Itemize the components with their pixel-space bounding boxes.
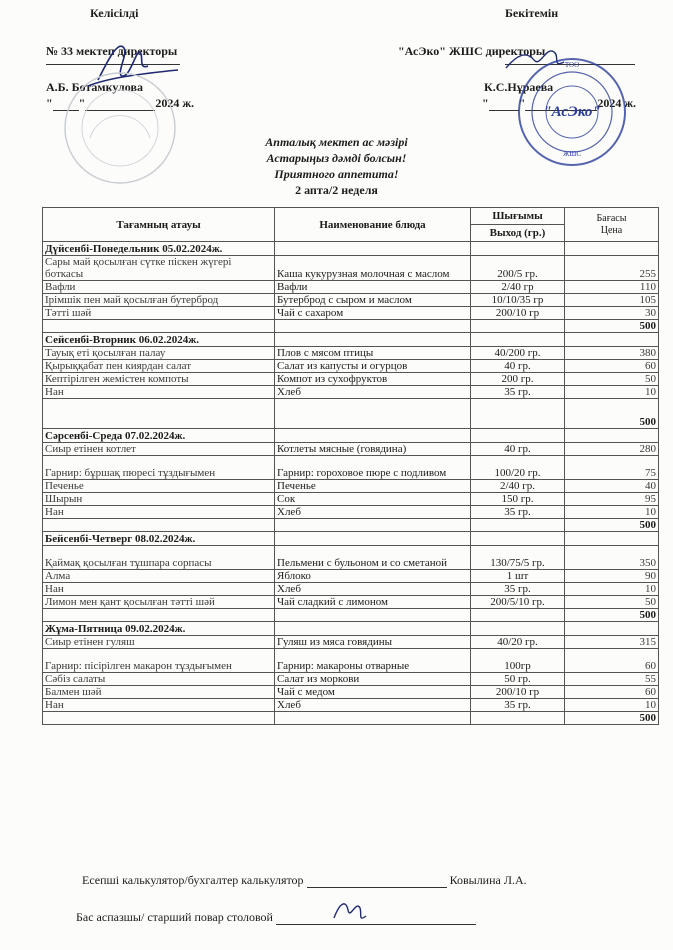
day-title: Сейсенбі-Вторник 06.02.2024ж. [43,333,275,347]
table-row [43,347,659,360]
dish-output: 40/20 гр. [471,636,565,649]
stamp-bottom-text: ЖШС [562,150,581,158]
day-total: 500 [565,320,659,333]
total-empty-cell [275,399,471,429]
dish-price: 105 [565,294,659,307]
day-empty-cell [275,429,471,443]
dish-output: 40/200 гр. [471,347,565,360]
dish-name-ru: Сок [275,493,471,506]
total-empty-cell [471,712,565,725]
menu-title-kz: Апталық мектеп ас мәзірі [265,135,408,149]
dish-name-ru: Чай с медом [275,686,471,699]
dish-name-ru: Яблоко [275,570,471,583]
dish-name-kz: Ірімшік пен май қосылған бутерброд [43,294,275,307]
dish-output: 10/10/35 гр [471,294,565,307]
stamp-company-name: "АсЭко" [543,104,601,120]
day-empty-cell [275,532,471,546]
table-row [43,686,659,699]
dish-name-ru: Котлеты мясные (говядина) [275,443,471,456]
col-header-output-ru: Выход (гр.) [471,225,565,242]
dish-name-kz: Лимон мен қант қосылған тәтті шәй [43,596,275,609]
dish-price: 50 [565,373,659,386]
dish-name-kz: Нан [43,583,275,596]
total-empty-cell [275,609,471,622]
day-empty-cell [471,622,565,636]
dish-name-kz: Қаймақ қосылған тұшпара сорпасы [43,546,275,570]
menu-table [42,207,659,725]
table-row [43,373,659,386]
table-row [43,281,659,294]
day-title: Дүйсенбі-Понедельник 05.02.2024ж. [43,242,275,256]
dish-name-kz: Печенье [43,480,275,493]
day-empty-cell [275,333,471,347]
dish-name-kz: Сиыр етінен гуляш [43,636,275,649]
dish-output: 2/40 гр [471,281,565,294]
dish-output: 200/5/10 гр. [471,596,565,609]
dish-price: 60 [565,649,659,673]
chef-signature [330,896,370,926]
dish-name-ru: Гуляш из мяса говядины [275,636,471,649]
day-total: 500 [565,609,659,622]
dish-name-ru: Хлеб [275,699,471,712]
table-row [43,570,659,583]
dish-price: 95 [565,493,659,506]
table-row [43,386,659,399]
day-title: Жұма-Пятница 09.02.2024ж. [43,622,275,636]
table-row [43,256,659,281]
total-empty-cell [275,712,471,725]
day-empty-cell [565,622,659,636]
day-header-row [43,532,659,546]
col-header-ru: Наименование блюда [275,208,471,242]
dish-price: 280 [565,443,659,456]
table-row [43,596,659,609]
dish-output: 200/10 гр [471,686,565,699]
dish-output: 200/10 гр [471,307,565,320]
table-row [43,649,659,673]
table-row [43,480,659,493]
dish-price: 60 [565,360,659,373]
dish-name-ru: Салат из моркови [275,673,471,686]
dish-price: 60 [565,686,659,699]
dish-name-ru: Компот из сухофруктов [275,373,471,386]
dish-price: 10 [565,386,659,399]
dish-name-kz: Вафли [43,281,275,294]
dish-price: 10 [565,506,659,519]
dish-price: 10 [565,583,659,596]
dish-price: 30 [565,307,659,320]
dish-name-kz: Тауық еті қосылған палау [43,347,275,360]
dish-name-ru: Хлеб [275,386,471,399]
dish-name-kz: Шырын [43,493,275,506]
dish-output: 35 гр. [471,699,565,712]
dish-price: 110 [565,281,659,294]
dish-name-ru: Печенье [275,480,471,493]
dish-output: 50 гр. [471,673,565,686]
dish-name-ru: Хлеб [275,583,471,596]
total-empty-cell [471,399,565,429]
day-empty-cell [565,532,659,546]
table-row [43,493,659,506]
dish-price: 315 [565,636,659,649]
dish-name-kz: Нан [43,386,275,399]
agreed-label: Келісілді [90,6,139,20]
dish-name-kz: Сары май қосылған сүтке піскен жүгері боткасы [43,256,275,281]
dish-name-kz: Алма [43,570,275,583]
dish-name-kz: Гарнир: пісірілген макарон тұздығымен [43,649,275,673]
table-row [43,294,659,307]
day-total-row [43,519,659,532]
table-row [43,456,659,480]
dish-name-ru: Чай с сахаром [275,307,471,320]
dish-price: 75 [565,456,659,480]
dish-name-kz: Нан [43,506,275,519]
dish-name-kz: Кептірілген жемістен компоты [43,373,275,386]
approved-label: Бекітемін [505,6,559,20]
table-row [43,546,659,570]
dish-price: 255 [565,256,659,281]
table-row [43,583,659,596]
dish-name-kz: Қырыққабат пен киярдан салат [43,360,275,373]
total-empty-cell [471,519,565,532]
dish-output: 40 гр. [471,360,565,373]
footer-chef [76,910,476,925]
company-director-name: К.С.Нұраева [484,80,554,94]
footer-accountant-label: Есепші калькулятор/бухгалтер калькулятор [82,873,304,887]
dish-output: 2/40 гр. [471,480,565,493]
dish-name-ru: Салат из капусты и огурцов [275,360,471,373]
dish-name-kz: Сиыр етінен котлет [43,443,275,456]
dish-name-ru: Чай сладкий с лимоном [275,596,471,609]
table-row [43,699,659,712]
dish-output: 200/5 гр. [471,256,565,281]
col-header-kz: Тағамның атауы [43,208,275,242]
dish-name-ru: Гарнир: макароны отварные [275,649,471,673]
company-director-position: "АсЭко" ЖШС директоры [398,44,546,58]
day-empty-cell [565,429,659,443]
dish-output: 1 шт [471,570,565,583]
dish-name-ru: Хлеб [275,506,471,519]
dish-name-kz: Сәбіз салаты [43,673,275,686]
dish-name-ru: Пельмени с бульоном и со сметаной [275,546,471,570]
table-row [43,360,659,373]
dish-name-ru: Вафли [275,281,471,294]
day-total: 500 [565,519,659,532]
dish-output: 35 гр. [471,583,565,596]
left-date: " " 2024 ж. [46,96,195,110]
dish-price: 40 [565,480,659,493]
dish-output: 130/75/5 гр. [471,546,565,570]
dish-output: 150 гр. [471,493,565,506]
footer-accountant-name: Ковылина Л.А. [449,873,527,887]
school-director-position: № 33 мектеп директоры [46,44,178,58]
dish-price: 90 [565,570,659,583]
menu-wish-kz: Астарыңыз дәмді болсын! [266,151,407,165]
table-row [43,506,659,519]
dish-name-ru: Каша кукурузная молочная с маслом [275,256,471,281]
dish-name-ru: Плов с мясом птицы [275,347,471,360]
total-empty-cell [43,320,275,333]
total-empty-cell [43,712,275,725]
total-empty-cell [471,320,565,333]
table-row [43,636,659,649]
dish-output: 35 гр. [471,386,565,399]
day-header-row [43,333,659,347]
dish-name-kz: Гарнир: бұршақ пюресі тұздығымен [43,456,275,480]
dish-output: 35 гр. [471,506,565,519]
footer-accountant [82,873,527,888]
school-director-name: А.Б. Ботамкулова [46,80,143,94]
day-empty-cell [275,242,471,256]
right-date: " " 2024 ж. [482,96,637,110]
day-total-row [43,609,659,622]
dish-price: 380 [565,347,659,360]
total-empty-cell [43,519,275,532]
menu-wish-ru: Приятного аппетита! [274,167,399,181]
day-title: Сәрсенбі-Среда 07.02.2024ж. [43,429,275,443]
dish-output: 100/20 гр. [471,456,565,480]
dish-name-ru: Гарнир: гороховое пюре с подливом [275,456,471,480]
dish-name-kz: Тәтті шәй [43,307,275,320]
dish-price: 10 [565,699,659,712]
day-total: 500 [565,399,659,429]
table-row [43,443,659,456]
day-empty-cell [565,333,659,347]
day-total-row [43,399,659,429]
dish-output: 200 гр. [471,373,565,386]
dish-output: 40 гр. [471,443,565,456]
day-empty-cell [471,532,565,546]
day-total: 500 [565,712,659,725]
dish-price: 350 [565,546,659,570]
day-title: Бейсенбі-Четверг 08.02.2024ж. [43,532,275,546]
dish-name-kz: Нан [43,699,275,712]
day-header-row [43,242,659,256]
day-empty-cell [275,622,471,636]
day-empty-cell [471,429,565,443]
dish-name-ru: Бутерброд с сыром и маслом [275,294,471,307]
dish-name-kz: Балмен шәй [43,686,275,699]
day-total-row [43,712,659,725]
total-empty-cell [43,609,275,622]
col-header-output-kz: Шығымы [471,208,565,225]
total-empty-cell [275,519,471,532]
footer-chef-label: Бас аспазшы/ старший повар столовой [76,910,273,924]
dish-price: 55 [565,673,659,686]
day-total-row [43,320,659,333]
day-empty-cell [471,333,565,347]
total-empty-cell [43,399,275,429]
table-row [43,307,659,320]
day-empty-cell [471,242,565,256]
table-row [43,673,659,686]
day-header-row [43,429,659,443]
day-empty-cell [565,242,659,256]
day-header-row [43,622,659,636]
total-empty-cell [275,320,471,333]
menu-week: 2 апта/2 неделя [295,183,378,197]
dish-output: 100гр [471,649,565,673]
stamp-top-text: ТОО [564,61,580,69]
dish-price: 50 [565,596,659,609]
col-header-price: Бағасы Цена [565,208,659,242]
total-empty-cell [471,609,565,622]
